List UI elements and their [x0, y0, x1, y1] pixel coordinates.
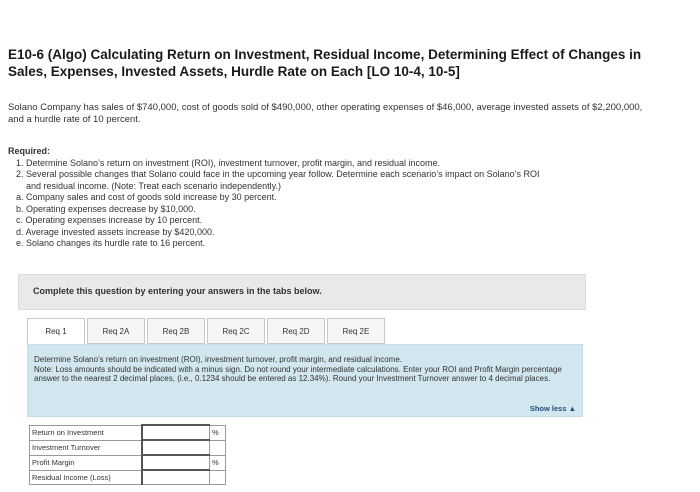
roi-input[interactable] — [143, 426, 210, 439]
complete-instructions-text: Complete this question by entering your answers in the tabs below. — [33, 286, 322, 296]
answer-table — [29, 424, 226, 485]
scenario-d: d. Average invested assets increase by $420,000. — [16, 226, 215, 237]
required-section — [8, 146, 668, 250]
complete-instructions-box — [18, 274, 586, 310]
required-item-2-cont: and residual income. (Note: Treat each scenario independently.) — [26, 180, 281, 191]
scenario-c: c. Operating expenses increase by 10 percent. — [16, 215, 203, 225]
investment-turnover-cell — [142, 440, 210, 455]
scenario-e: e. Solano changes its hurdle rate to 16 percent. — [16, 238, 206, 248]
investment-turnover-unit — [210, 440, 226, 455]
scenario-b: b. Operating expenses decrease by $10,000. — [16, 203, 196, 214]
show-less-link[interactable]: Show less ▲ — [529, 404, 576, 413]
tab-req-1[interactable]: Req 1 — [27, 318, 85, 344]
tab-req-2d[interactable]: Req 2D — [267, 318, 325, 344]
required-item-2: 2. Several possible changes that Solano could face in the upcoming year follow. Determine each scenario’s impact on Solano’s ROI — [16, 169, 540, 179]
panel-instruction: Determine Solano’s return on investment (ROI), investment turnover, profit margin, and residual income. — [34, 355, 403, 364]
tab-req-2c[interactable]: Req 2C — [207, 318, 265, 344]
table-row — [30, 440, 226, 455]
required-label: Required: — [8, 146, 51, 156]
tab-req-2b[interactable]: Req 2B — [147, 318, 205, 344]
scenario-a: a. Company sales and cost of goods sold increase by 30 percent. — [16, 192, 277, 202]
residual-income-cell — [142, 470, 210, 485]
requirement-tabs — [27, 318, 583, 344]
residual-income-unit — [210, 470, 226, 485]
investment-turnover-input[interactable] — [143, 441, 210, 454]
table-row — [30, 470, 226, 485]
table-row — [30, 455, 226, 470]
problem-title: E10-6 (Algo) Calculating Return on Investment, Residual Income, Determining Effect of Changes in Sales, Expenses, Invested Assets, Hurdle Rate on Each [LO 10-4, 10-5] — [8, 47, 642, 79]
row-label-roi: Return on Investment — [30, 425, 142, 440]
panel-instruction-block — [34, 355, 574, 384]
profit-margin-cell — [142, 455, 210, 470]
tab-req-2a[interactable]: Req 2A — [87, 318, 145, 344]
problem-intro: Solano Company has sales of $740,000, cost of goods sold of $490,000, other operating expenses of $46,000, average invested assets of $2,200,000, and a hurdle rate of 10 percent. — [8, 102, 643, 125]
row-label-investment-turnover: Investment Turnover — [30, 440, 142, 455]
row-label-profit-margin: Profit Margin — [30, 455, 142, 470]
panel-note: Note: Loss amounts should be indicated with a minus sign. Do not round your intermediate calculations. Enter your ROI and Profit Margin percentage answer to the nearest 2 decimal places, (i.e., 0.1234 should be entered as 12.34%). Round your Investment Turnover answer to 4 decimal places. — [34, 364, 562, 383]
residual-income-input[interactable] — [143, 471, 210, 484]
tab-req-2e[interactable]: Req 2E — [327, 318, 385, 344]
profit-margin-input[interactable] — [143, 456, 210, 469]
roi-cell — [142, 425, 210, 440]
required-item-1: 1. Determine Solano’s return on investment (ROI), investment turnover, profit margin, and residual income. — [16, 157, 441, 168]
tab-instruction-panel — [27, 344, 583, 417]
roi-unit: % — [210, 425, 226, 440]
table-row — [30, 425, 226, 440]
row-label-residual-income: Residual Income (Loss) — [30, 470, 142, 485]
profit-margin-unit: % — [210, 455, 226, 470]
